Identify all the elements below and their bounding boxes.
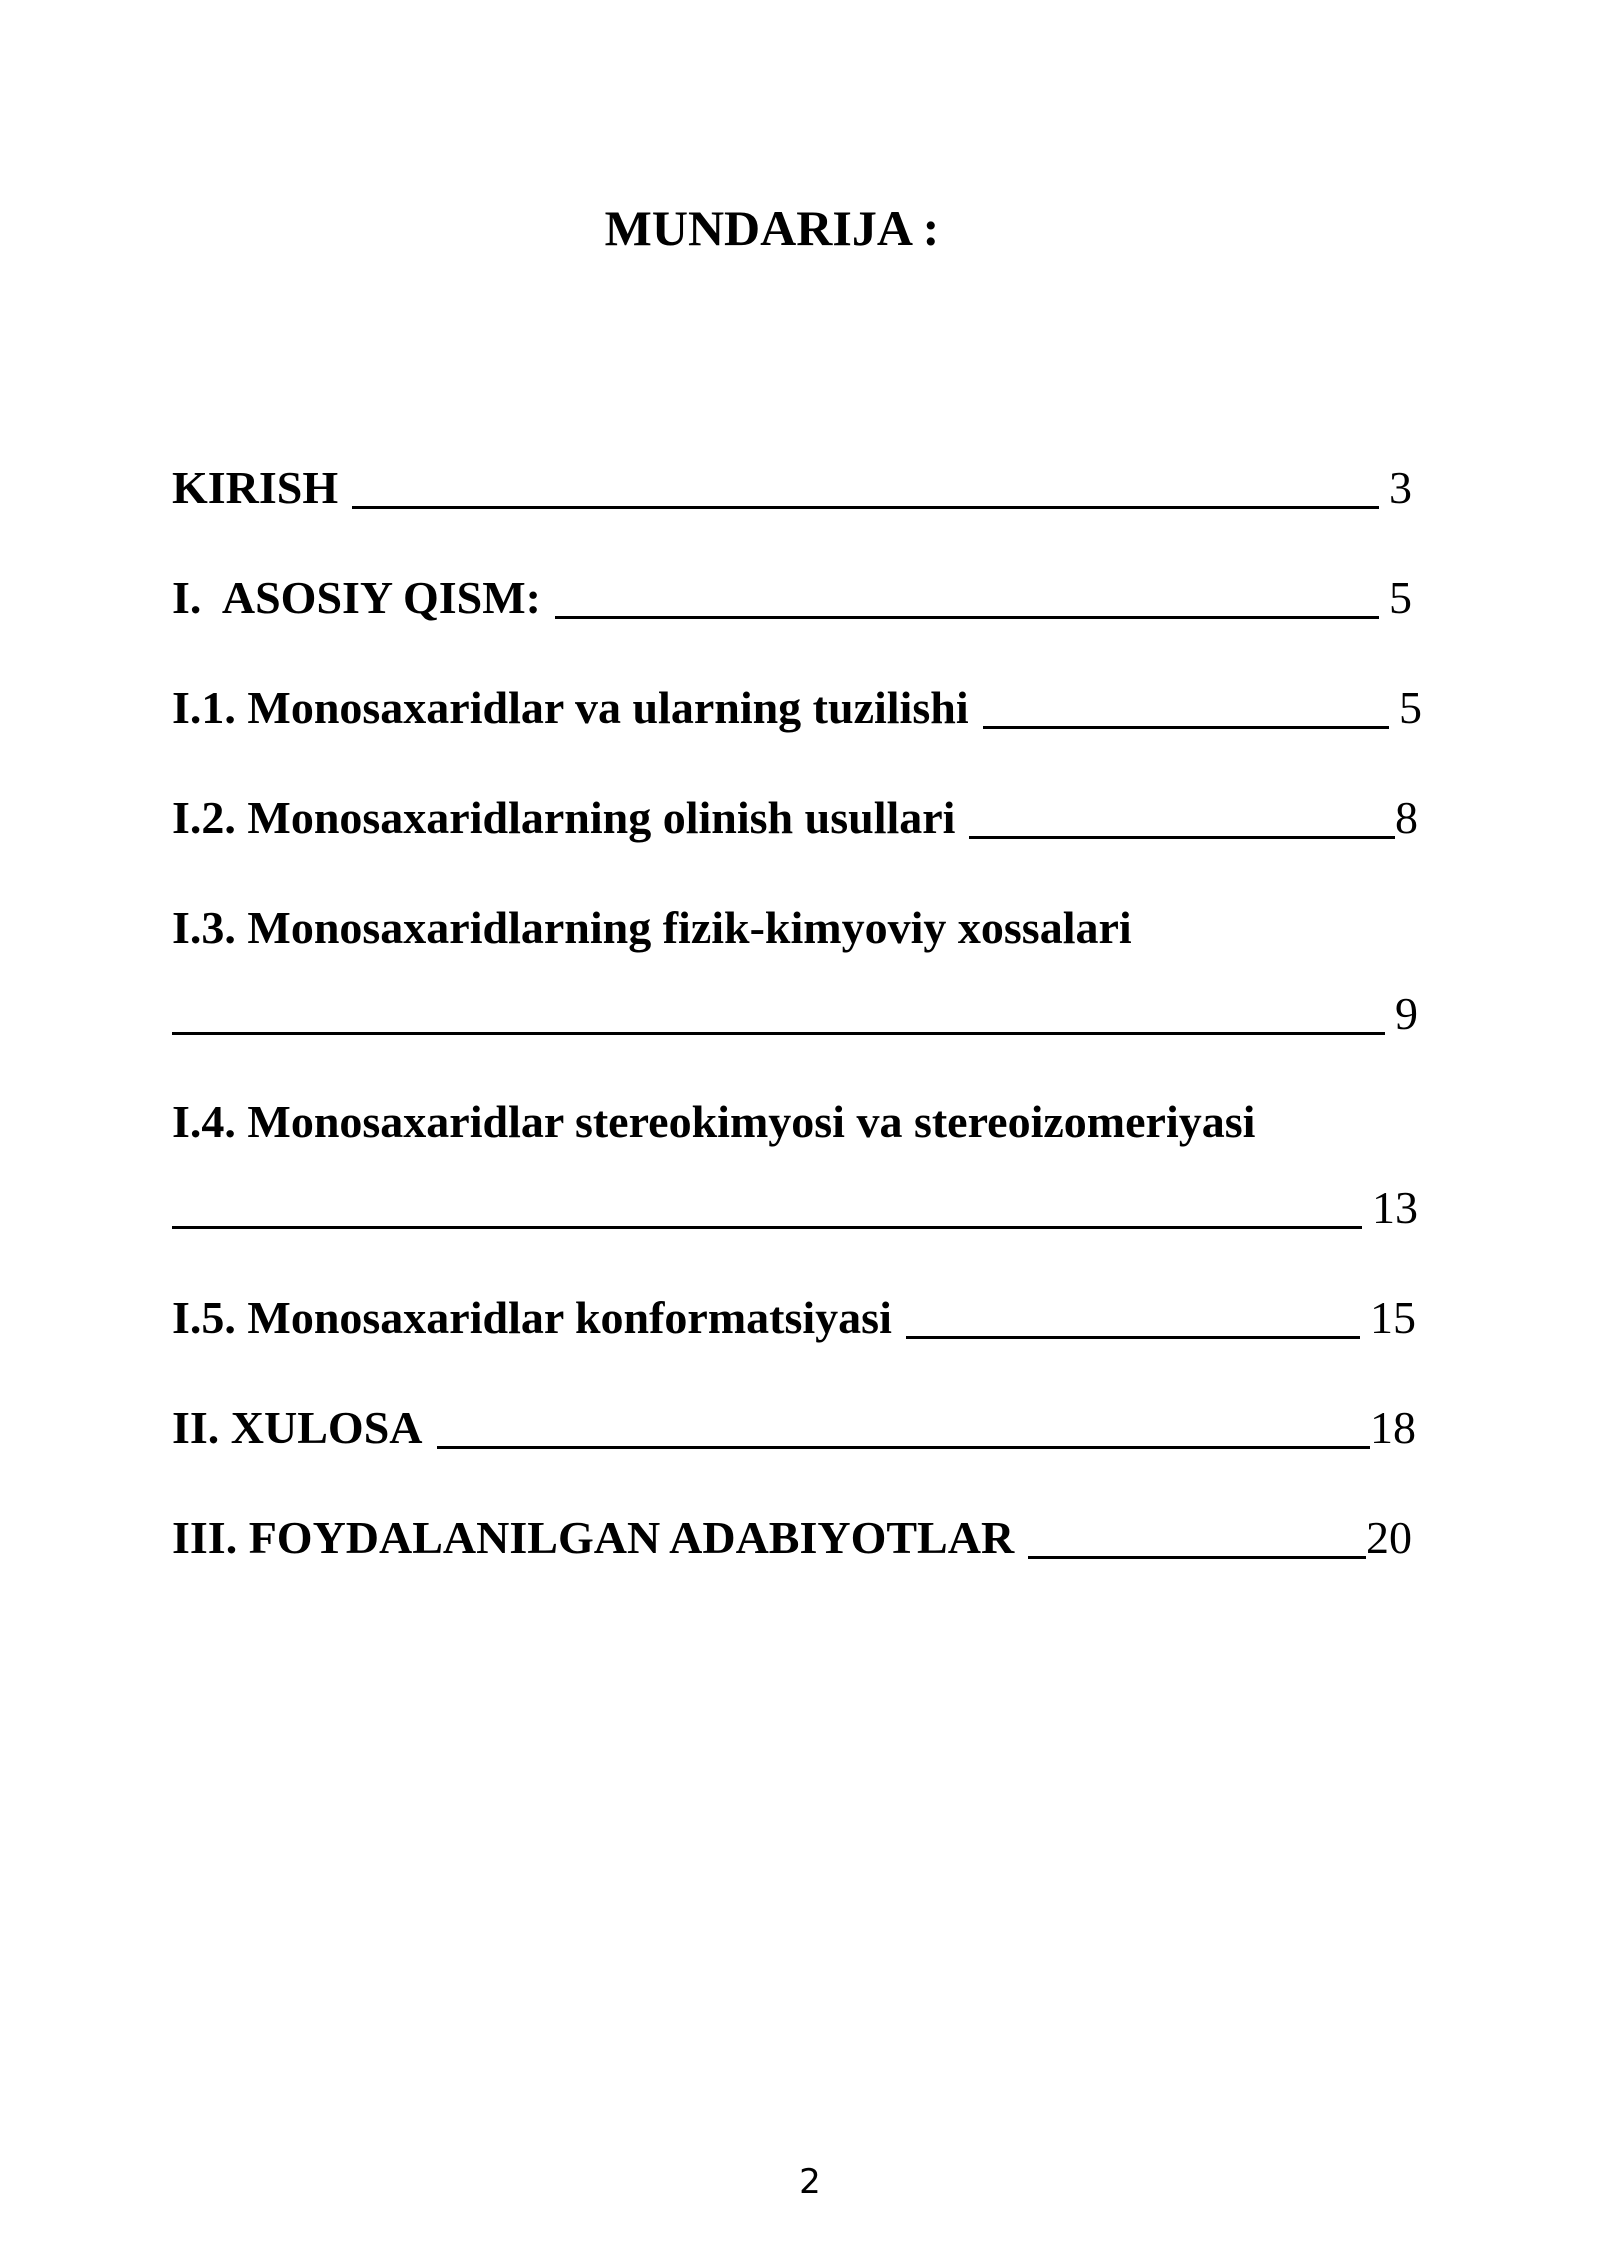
toc-entry-label: I.5. Monosaxaridlar konformatsiyasi bbox=[172, 1292, 892, 1343]
toc-entry-page: 5 bbox=[1399, 682, 1422, 733]
toc-entry-page: 5 bbox=[1389, 572, 1412, 623]
toc-entry-1-3-leader[interactable] bbox=[172, 982, 1418, 1046]
toc-entry-asosiy-qism[interactable] bbox=[172, 566, 1412, 630]
toc-leader-line bbox=[969, 836, 1395, 839]
toc-leader-line bbox=[172, 1032, 1385, 1035]
toc-entry-kirish[interactable] bbox=[172, 456, 1412, 520]
toc-entry-label: I. ASOSIY QISM: bbox=[172, 572, 541, 623]
toc-leader-line bbox=[437, 1446, 1370, 1449]
toc-entry-page: 8 bbox=[1395, 792, 1418, 843]
toc-entry-1-4-label[interactable]: I.4. Monosaxaridlar stereokimyosi va stereoizomeriyasi bbox=[172, 1096, 1256, 1147]
toc-entry-label: II. XULOSA bbox=[172, 1402, 423, 1453]
toc-entry-page: 15 bbox=[1370, 1292, 1416, 1343]
page-number: 2 bbox=[799, 2162, 821, 2202]
toc-leader-line bbox=[352, 506, 1379, 509]
toc-entry-label: KIRISH bbox=[172, 462, 339, 513]
toc-entry-adabiyotlar[interactable] bbox=[172, 1506, 1412, 1570]
toc-entry-page: 9 bbox=[1395, 988, 1418, 1039]
page-title: MUNDARIJA : bbox=[604, 200, 940, 256]
toc-leader-line bbox=[906, 1336, 1360, 1339]
toc-entry-1-3-label[interactable]: I.3. Monosaxaridlarning fizik-kimyoviy xossalari bbox=[172, 902, 1132, 953]
toc-entry-page: 18 bbox=[1370, 1402, 1416, 1453]
toc-entry-1-1[interactable] bbox=[172, 676, 1422, 740]
toc-leader-line bbox=[555, 616, 1379, 619]
toc-leader-line bbox=[172, 1226, 1362, 1229]
toc-leader-line bbox=[983, 726, 1389, 729]
toc-entry-page: 3 bbox=[1389, 462, 1412, 513]
toc-entry-1-2[interactable] bbox=[172, 786, 1418, 850]
toc-entry-label: I.2. Monosaxaridlarning olinish usullari bbox=[172, 792, 956, 843]
toc-entry-label: I.1. Monosaxaridlar va ularning tuzilishi bbox=[172, 682, 969, 733]
toc-entry-page: 20 bbox=[1366, 1512, 1412, 1563]
toc-entry-label: III. FOYDALANILGAN ADABIYOTLAR bbox=[172, 1512, 1015, 1563]
toc-entry-1-5[interactable] bbox=[172, 1286, 1416, 1350]
toc-entry-page: 13 bbox=[1372, 1182, 1418, 1233]
toc-leader-line bbox=[1028, 1556, 1366, 1559]
toc-entry-1-4-leader[interactable] bbox=[172, 1176, 1418, 1240]
toc-entry-xulosa[interactable] bbox=[172, 1396, 1416, 1460]
